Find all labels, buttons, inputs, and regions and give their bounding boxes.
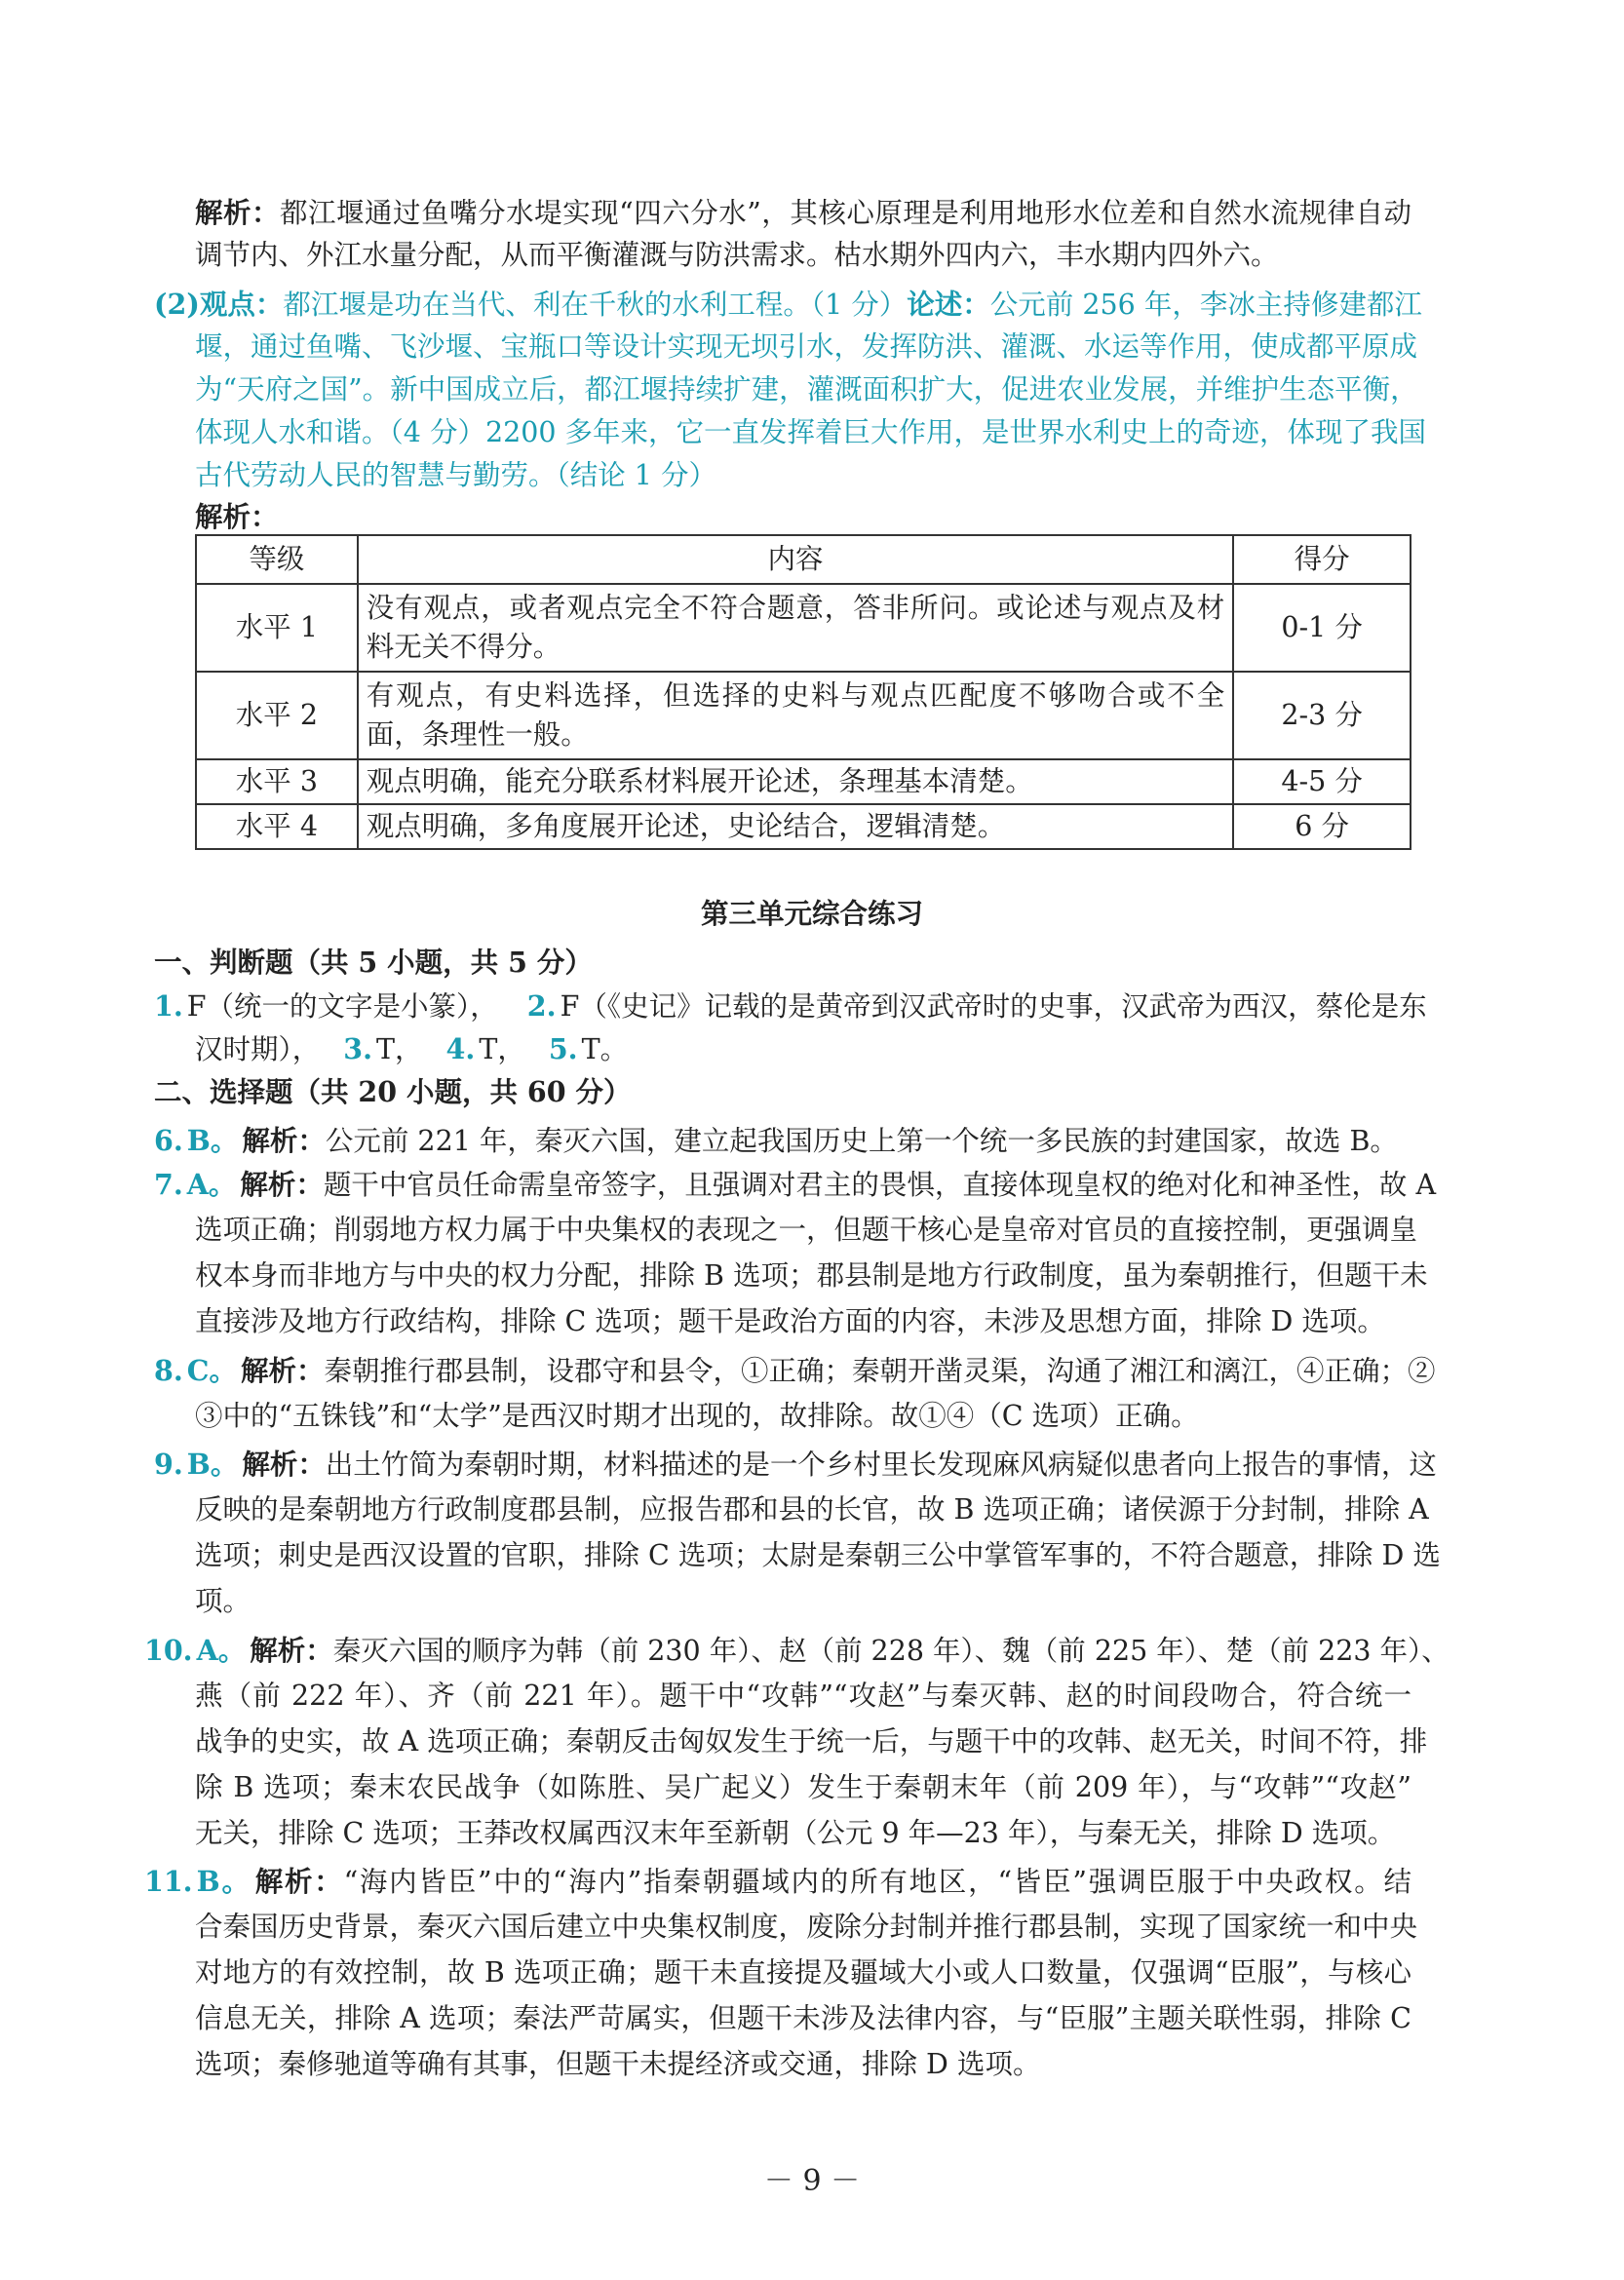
analysis-line-1: 解析：都江堰通过鱼嘴分水堤实现“四六分水”，其核心原理是利用地形水位差和自然水流规律自动 (195, 196, 1411, 229)
q2-line-4: 体现人水和谐。（4 分）2200 多年来，它一直发挥着巨大作用，是世界水利史上的奇迹，体现了我国 (195, 416, 1427, 448)
row-level: 水平 3 (196, 759, 358, 804)
row-score: 4-5 分 (1233, 759, 1411, 804)
row-content: 没有观点，或者观点完全不符合题意，答非所问。或论述与观点及材料无关不得分。 (358, 584, 1233, 672)
table-row (196, 672, 1411, 759)
header-level: 等级 (196, 535, 358, 584)
mc-q7-answer: A。 (186, 1168, 237, 1201)
mc-q8-line-1: 8. C。 解析：秦朝推行郡县制，设郡守和县令，①正确；秦朝开凿灵渠，沟通了湘江和漓江，④正确；② (154, 1354, 1436, 1387)
tf-q1-number: 1. (154, 989, 183, 1023)
row-level: 水平 4 (196, 804, 358, 849)
analysis-line-2: 调节内、外江水量分配，从而平衡灌溉与防洪需求。枯水期外四内六，丰水期内四外六。 (195, 239, 1279, 271)
scoring-table (195, 534, 1411, 850)
mc-q7-line-3: 权本身而非地方与中央的权力分配，排除 B 选项；郡县制是地方行政制度，虽为秦朝推行，但题干未 (195, 1259, 1428, 1292)
mc-q8-line-2: ③中的“五铢钱”和“太学”是西汉时期才出现的，故排除。故①④（C 选项）正确。 (195, 1400, 1199, 1432)
table-row (196, 584, 1411, 672)
mc-q11-line-3: 对地方的有效控制，故 B 选项正确；题干未直接提及疆域大小或人口数量，仅强调“臣服”，与核心 (195, 1956, 1411, 1989)
header-content: 内容 (358, 535, 1233, 584)
tf-line-2: 汉时期）， 3. T， 4. T， 5. T。 (195, 1032, 629, 1065)
row-content: 观点明确，多角度展开论述，史论结合，逻辑清楚。 (358, 804, 1233, 849)
header-score: 得分 (1233, 535, 1411, 584)
row-content: 有观点，有史料选择，但选择的史料与观点匹配度不够吻合或不全面，条理性一般。 (358, 672, 1233, 759)
table-header-row (196, 535, 1411, 584)
q2-line-5: 古代劳动人民的智慧与勤劳。（结论 1 分） (195, 459, 717, 491)
tf-q2-number: 2. (526, 989, 557, 1023)
mc-q11-answer: B。 (196, 1865, 251, 1898)
argument-label: 论述： (907, 288, 990, 321)
mc-q11-line-5: 选项；秦修驰道等确有其事，但题干未提经济或交通，排除 D 选项。 (195, 2048, 1041, 2080)
q2-number: (2) (154, 288, 200, 321)
mc-q9-line-3: 选项；刺史是西汉设置的官职，排除 C 选项；太尉是秦朝三公中掌管军事的，不符合题意，排除 D 选 (195, 1539, 1441, 1571)
mc-q11-line-1: 11. B。 解析：“海内皆臣”中的“海内”指秦朝疆域内的所有地区，“皆臣”强调臣服于中央政权。结 (144, 1865, 1411, 1898)
tf-q5-number: 5. (548, 1032, 578, 1065)
tf-q4-number: 4. (445, 1032, 476, 1065)
mc-q7-line-2: 选项正确；削弱地方权力属于中央集权的表现之一，但题干核心是皇帝对官员的直接控制，更强调皇 (195, 1214, 1418, 1246)
row-level: 水平 1 (196, 584, 358, 672)
mc-q8-answer: C。 (186, 1354, 237, 1387)
mc-q7-line-4: 直接涉及地方行政结构，排除 C 选项；题干是政治方面的内容，未涉及思想方面，排除 D 选项。 (195, 1305, 1385, 1337)
row-content: 观点明确，能充分联系材料展开论述，条理基本清楚。 (358, 759, 1233, 804)
q2-line-1: (2)观点：都江堰是功在当代、利在千秋的水利工程。（1 分）论述：公元前 256 年，李冰主持修建都江 (154, 288, 1422, 321)
mc-q6-line-1: 6. B。 解析：公元前 221 年，秦灭六国，建立起我国历史上第一个统一多民族的封建国家，故选 B。 (154, 1124, 1398, 1157)
analysis-label: 解析： (195, 196, 281, 229)
q2-line-3: 为“天府之国”。新中国成立后，都江堰持续扩建，灌溉面积扩大，促进农业发展，并维护生态平衡， (195, 373, 1418, 406)
mc-q11-number: 11. (144, 1865, 193, 1898)
mc-q9-line-2: 反映的是秦朝地方行政制度郡县制，应报告郡和县的长官，故 B 选项正确；诸侯源于分封制，排除 A (195, 1493, 1429, 1526)
mc-q9-answer: B。 (186, 1448, 239, 1481)
tf-q3-number: 3. (343, 1032, 373, 1065)
row-level: 水平 2 (196, 672, 358, 759)
row-score: 0-1 分 (1233, 584, 1411, 672)
table-row (196, 759, 1411, 804)
mc-q10-line-4: 除 B 选项；秦末农民战争（如陈胜、吴广起义）发生于秦朝末年（前 209 年），与“攻韩”“攻赵” (195, 1771, 1411, 1803)
mc-q10-number: 10. (144, 1634, 193, 1667)
mc-q10-line-5: 无关，排除 C 选项；王莽改权属西汉末年至新朝（公元 9 年—23 年），与秦无关，排除 D 选项。 (195, 1817, 1396, 1849)
mc-q10-line-2: 燕（前 222 年）、齐（前 221 年）。题干中“攻韩”“攻赵”与秦灭韩、赵的时间段吻合，符合统一 (195, 1680, 1411, 1712)
viewpoint-label: 观点： (199, 288, 284, 321)
mc-q10-line-1: 10. A。 解析：秦灭六国的顺序为韩（前 230 年）、赵（前 228 年）、魏（前 225 年）、楚（前 223 年）、 (144, 1634, 1450, 1667)
row-score: 2-3 分 (1233, 672, 1411, 759)
section-1-heading: 一、判断题（共 5 小题，共 5 分） (154, 946, 593, 979)
mc-q11-line-2: 合秦国历史背景，秦灭六国后建立中央集权制度，废除分封制并推行郡县制，实现了国家统一和中央 (195, 1911, 1418, 1943)
row-score: 6 分 (1233, 804, 1411, 849)
mc-q9-line-4: 项。 (195, 1585, 251, 1617)
section-2-heading: 二、选择题（共 20 小题，共 60 分） (154, 1075, 632, 1108)
q2-analysis-label: 解析： (195, 500, 279, 533)
mc-q6-number: 6. (154, 1124, 183, 1157)
mc-q10-line-3: 战争的史实，故 A 选项正确；秦朝反击匈奴发生于统一后，与题干中的攻韩、赵无关，时间不符，排 (195, 1725, 1428, 1758)
mc-q8-number: 8. (154, 1354, 183, 1387)
mc-q9-number: 9. (154, 1448, 183, 1481)
mc-q10-answer: A。 (196, 1634, 247, 1667)
mc-q9-line-1: 9. B。 解析：出土竹简为秦朝时期，材料描述的是一个乡村里长发现麻风病疑似患者向上报告的事情，这 (154, 1448, 1437, 1481)
mc-q11-line-4: 信息无关，排除 A 选项；秦法严苛属实，但题干未涉及法律内容，与“臣服”主题关联性弱，排除 C (195, 2002, 1411, 2034)
mc-q6-answer: B。 (186, 1124, 239, 1157)
page-number: － 9 － (763, 2164, 861, 2198)
tf-line-1: 1. F（统一的文字是小篆）， 2. F（《史记》记载的是黄帝到汉武帝时的史事，汉武帝为西汉，蔡伦是东 (154, 989, 1427, 1023)
unit-title: 第三单元综合练习 (700, 897, 923, 930)
mc-q7-line-1: 7. A。 解析：题干中官员任命需皇帝签字，且强调对君主的畏惧，直接体现皇权的绝对化和神圣性，故 A (154, 1168, 1437, 1201)
q2-line-2: 堰，通过鱼嘴、飞沙堰、宝瓶口等设计实现无坝引水，发挥防洪、灌溉、水运等作用，使成都平原成 (195, 330, 1418, 363)
table-row (196, 804, 1411, 849)
mc-q7-number: 7. (154, 1168, 183, 1201)
